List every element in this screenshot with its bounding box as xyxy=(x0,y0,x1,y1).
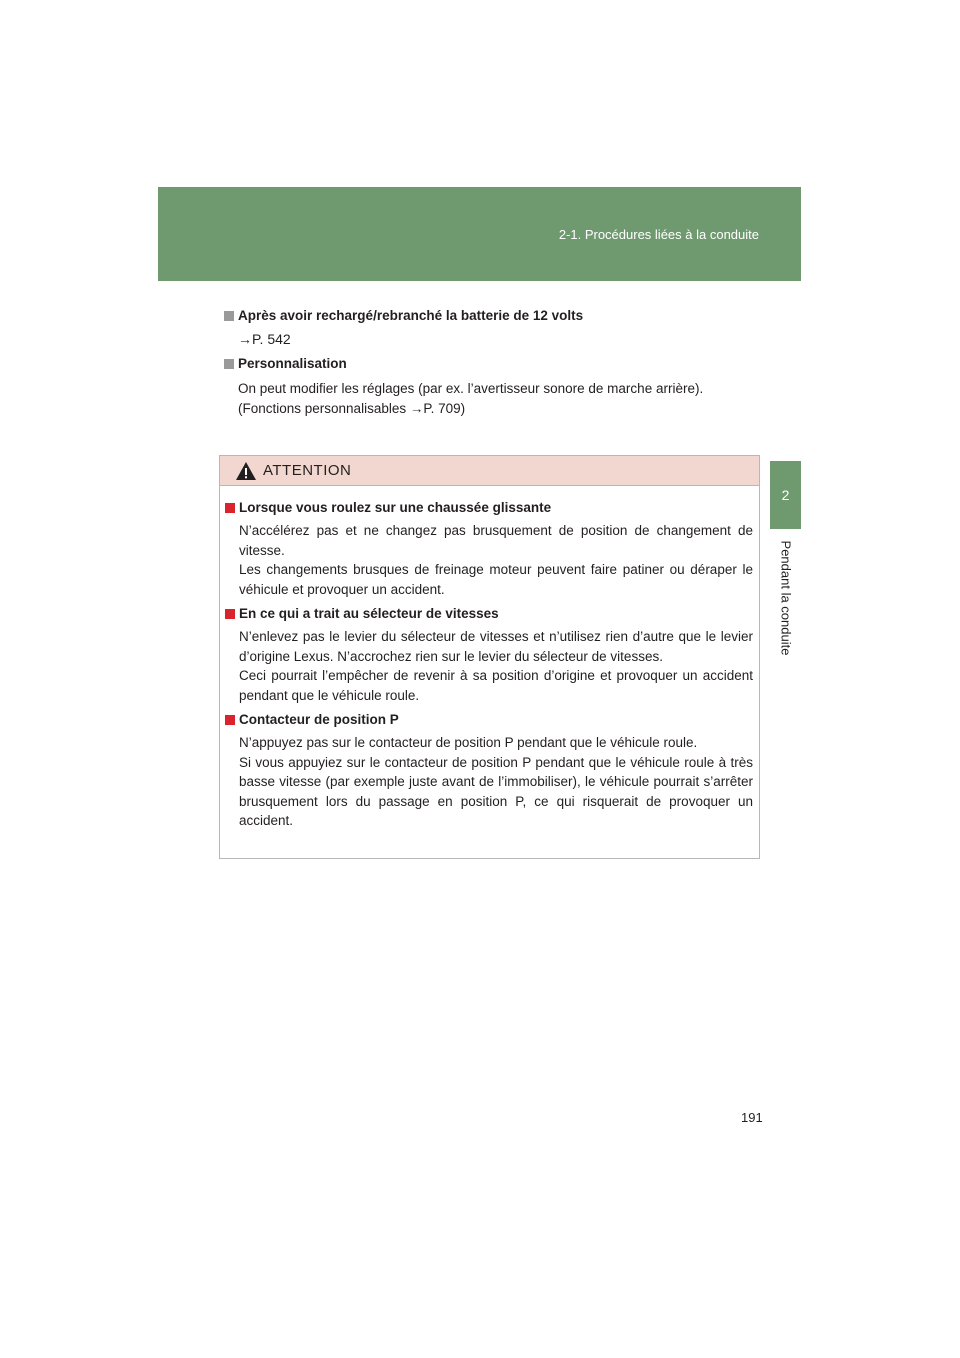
main-content xyxy=(224,308,764,427)
caution-box xyxy=(219,455,760,859)
caution-paragraph: N’accélérez pas et ne changez pas brusquement de position de changement de vitesse. xyxy=(239,523,753,558)
caution-item-title: Lorsque vous roulez sur une chaussée glissante xyxy=(239,500,552,515)
section-heading-personalisation xyxy=(224,356,764,371)
caution-header xyxy=(220,456,759,486)
red-square-bullet-icon xyxy=(225,715,235,725)
page-reference: →P. 542 xyxy=(238,331,291,347)
section-title: Personnalisation xyxy=(238,356,347,371)
caution-body xyxy=(220,486,759,831)
red-square-bullet-icon xyxy=(225,609,235,619)
caution-title: ATTENTION xyxy=(263,462,352,479)
caution-paragraph: Les changements brusques de freinage moteur peuvent faire patiner ou déraper le véhicule et provoquer un accident. xyxy=(239,562,753,597)
section-text: (Fonctions personnalisables →P. 709) xyxy=(238,400,466,416)
chapter-side-tab xyxy=(770,461,801,529)
caution-paragraph: Si vous appuyiez sur le contacteur de position P pendant que le véhicule roule à très basse vitesse (par exemple juste avant de l’immobiliser), le véhicule pourrait s’arrêter brusquement lors du passage en position P, ce qui risquerait de provoquer un accident. xyxy=(239,754,753,828)
caution-paragraph: Ceci pourrait l’empêcher de revenir à sa position d’origine et provoquer un accident pendant que le véhicule roule. xyxy=(239,668,753,703)
caution-item xyxy=(225,500,753,599)
caution-paragraph: N’appuyez pas sur le contacteur de position P pendant que le véhicule roule. xyxy=(239,735,698,750)
caution-item-title: Contacteur de position P xyxy=(239,712,399,727)
caution-item-title: En ce qui a trait au sélecteur de vitesses xyxy=(239,606,499,621)
square-bullet-icon xyxy=(224,359,234,369)
chapter-number: 2 xyxy=(781,487,790,503)
page-number: 191 xyxy=(741,1110,763,1125)
caution-item-heading xyxy=(225,606,753,621)
section-body xyxy=(224,379,764,418)
caution-item xyxy=(225,606,753,705)
chapter-header-band xyxy=(158,187,801,281)
section-heading-battery xyxy=(224,308,764,323)
section-title: Après avoir rechargé/rebranché la batterie de 12 volts xyxy=(238,308,584,323)
chapter-title: 2-1. Procédures liées à la conduite xyxy=(558,227,759,242)
caution-paragraph: N’enlevez pas le levier du sélecteur de vitesses et n’utilisez rien d’autre que le levier d’origine Lexus. N’accrochez rien sur le levier du sélecteur de vitesses. xyxy=(239,629,753,664)
chapter-side-label: Pendant la conduite xyxy=(778,540,794,656)
warning-triangle-icon xyxy=(235,461,257,481)
caution-item xyxy=(225,712,753,831)
red-square-bullet-icon xyxy=(225,503,235,513)
square-bullet-icon xyxy=(224,311,234,321)
section-text: On peut modifier les réglages (par ex. l’avertisseur sonore de marche arrière). xyxy=(238,381,704,396)
caution-item-heading xyxy=(225,712,753,727)
caution-item-heading xyxy=(225,500,753,515)
